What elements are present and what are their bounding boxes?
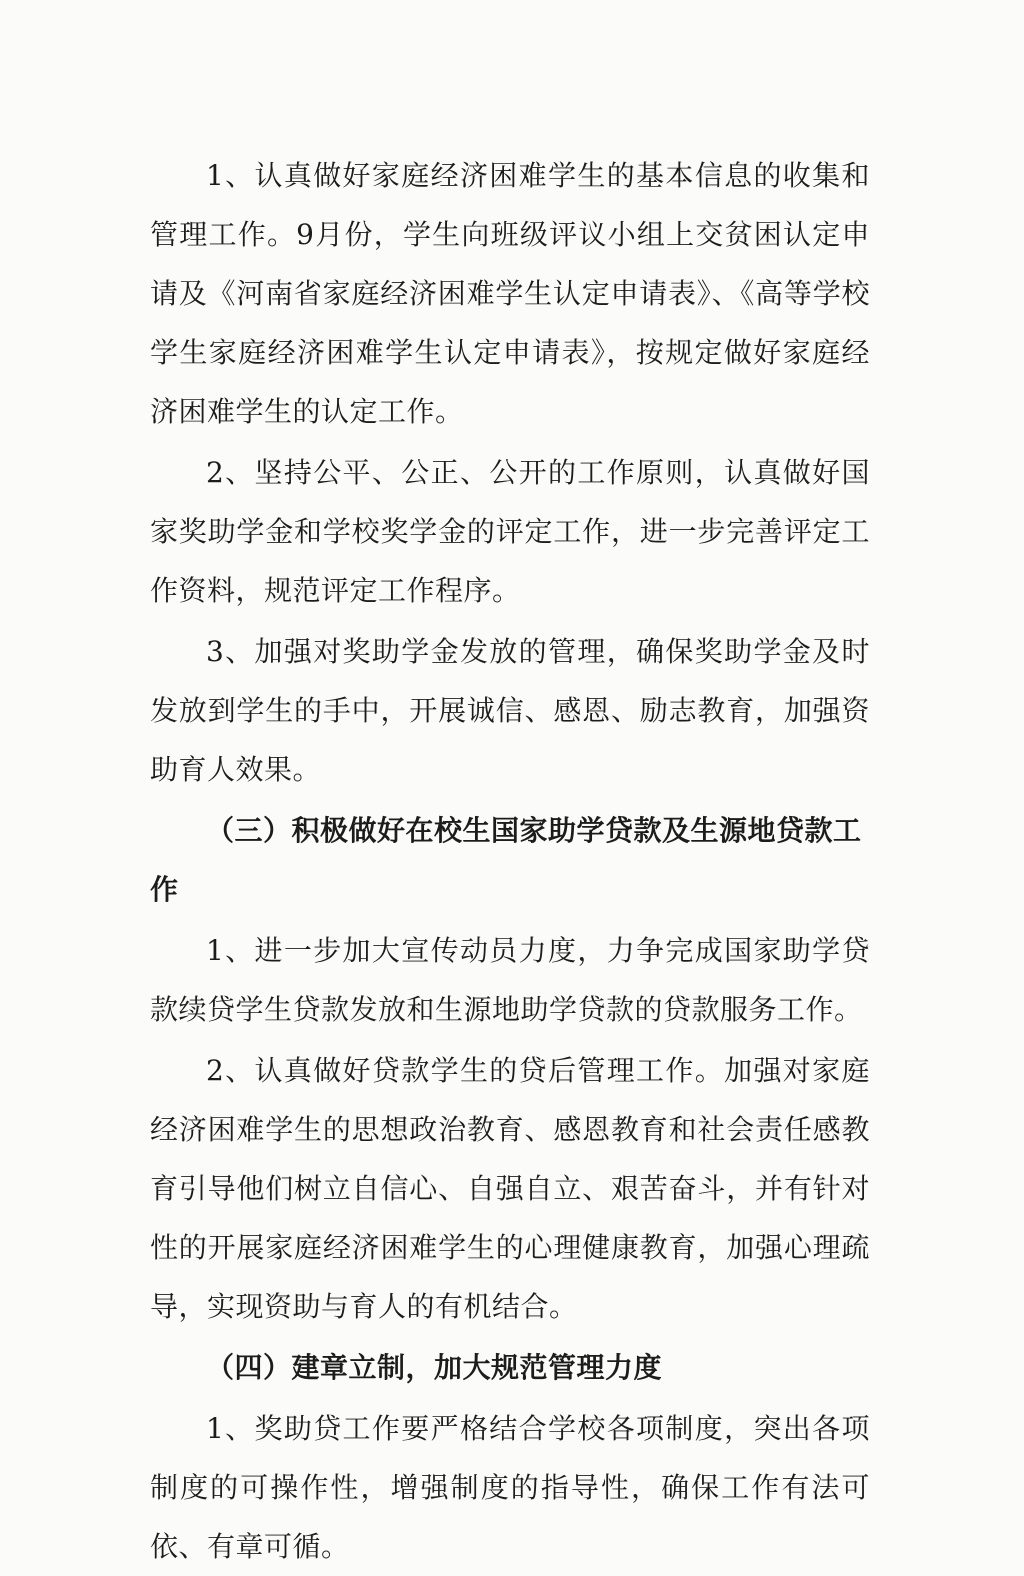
paragraph-1-info-collection: 1、认真做好家庭经济困难学生的基本信息的收集和管理工作。9月份，学生向班级评议小组上交贫困认定申请及《河南省家庭经济困难学生认定申请表》、《高等学校学生家庭经济困难学生认定申请表》，按规定做好家庭经济困难学生的认定工作。 — [150, 159, 870, 428]
paragraph-loans-post-management: 2、认真做好贷款学生的贷后管理工作。加强对家庭经济困难学生的思想政治教育、感恩教育和社会责任感教育引导他们树立自信心、自强自立、艰苦奋斗，并有针对性的开展家庭经济困难学生的心理健康教育，加强心理疏导，实现资助与育人的有机结合。 — [150, 1054, 870, 1323]
section-heading-3-loans: （三）积极做好在校生国家助学贷款及生源地贷款工作 — [150, 814, 862, 906]
paragraph-loans-promotion: 1、进一步加大宣传动员力度，力争完成国家助学贷款续贷学生贷款发放和生源地助学贷款的贷款服务工作。 — [150, 934, 870, 1026]
paragraph-3-scholarship-distribution: 3、加强对奖助学金发放的管理，确保奖助学金及时发放到学生的手中，开展诚信、感恩、励志教育，加强资助育人效果。 — [150, 635, 870, 786]
document-body — [150, 146, 870, 1576]
section-heading-4-regulations: （四）建章立制，加大规范管理力度 — [206, 1351, 663, 1384]
paragraph-2-evaluation-principles: 2、坚持公平、公正、公开的工作原则，认真做好国家奖助学金和学校奖学金的评定工作，进一步完善评定工作资料，规范评定工作程序。 — [150, 456, 870, 607]
paragraph-regulations-systems: 1、奖助贷工作要严格结合学校各项制度，突出各项制度的可操作性，增强制度的指导性，确保工作有法可依、有章可循。 — [150, 1412, 870, 1563]
